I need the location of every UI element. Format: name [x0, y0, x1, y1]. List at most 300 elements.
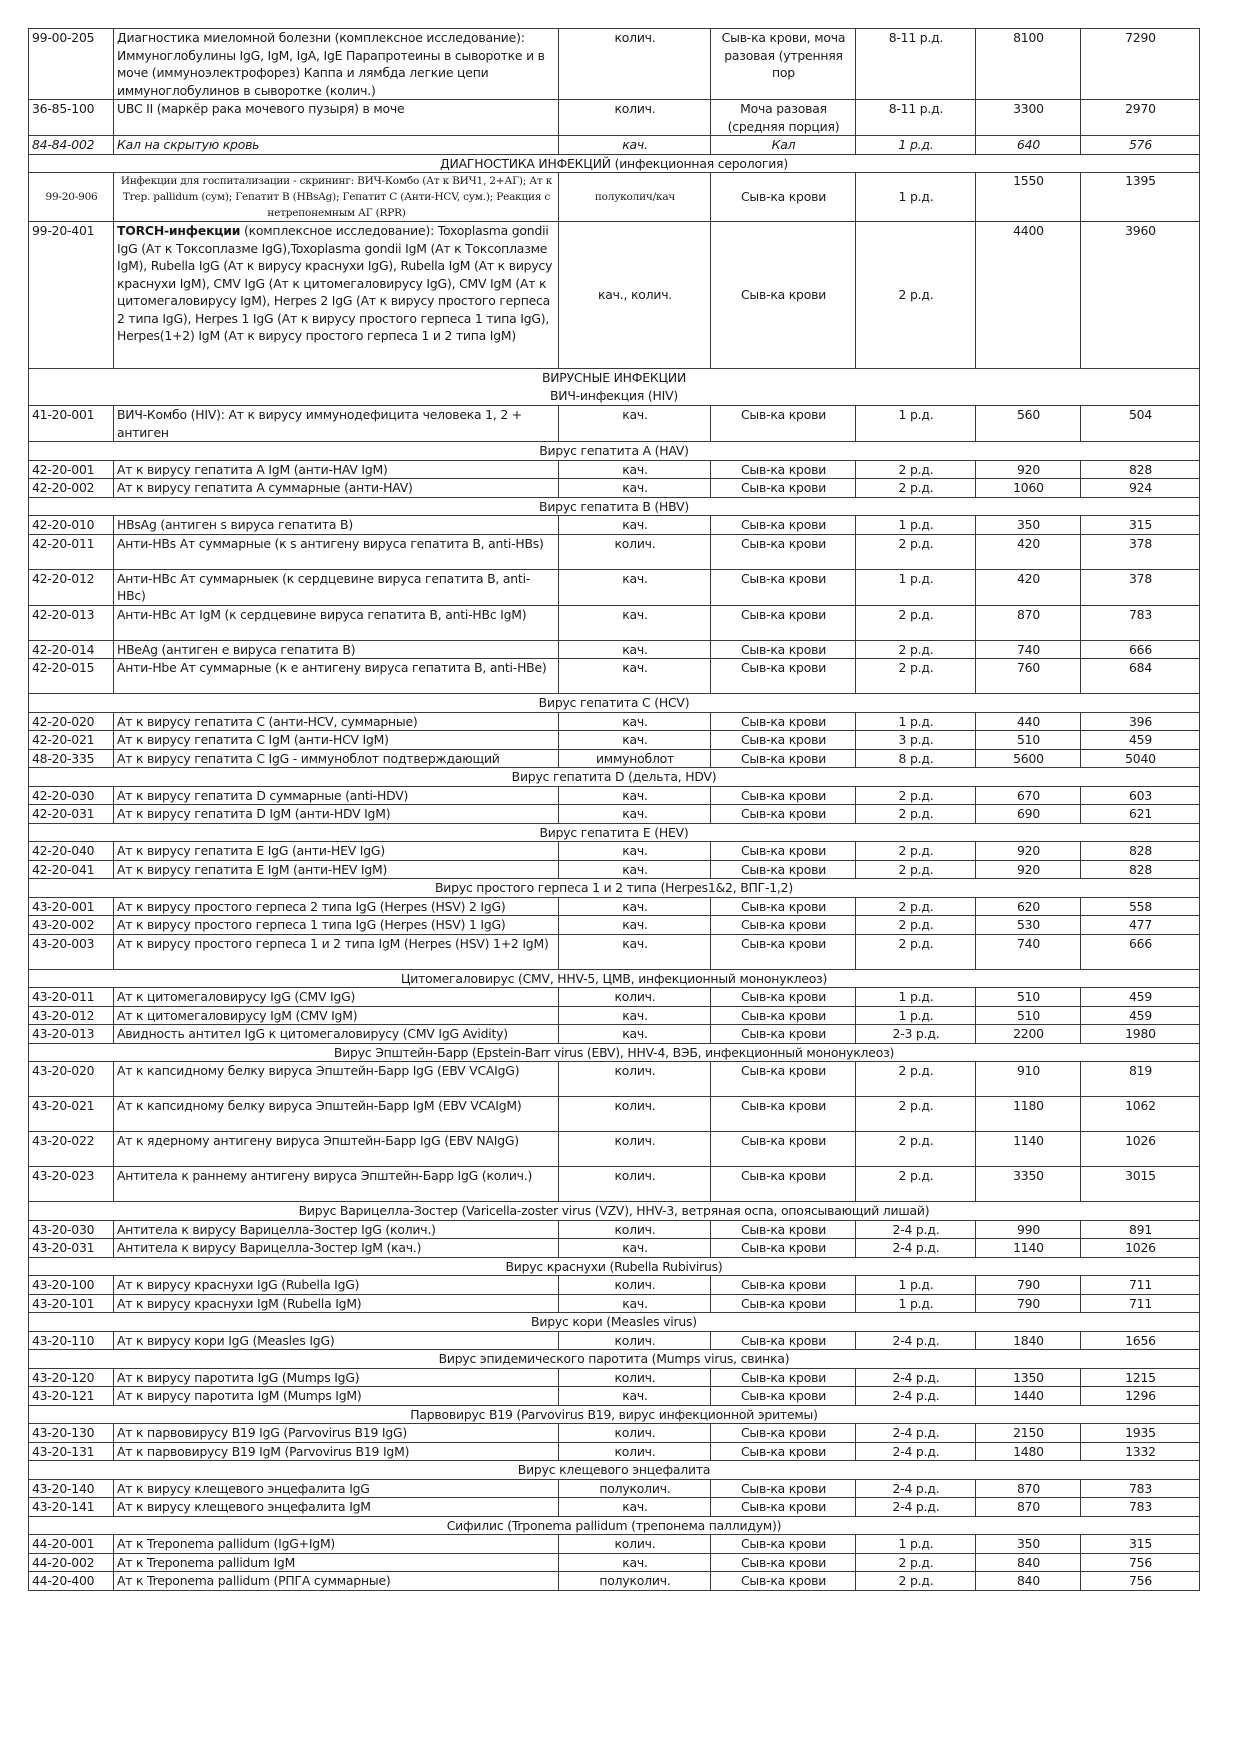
method-cell: кач.	[559, 786, 711, 805]
material-cell: Сыв-ка крови	[711, 659, 856, 694]
discount-price-cell: 1026	[1081, 1132, 1200, 1167]
price-cell: 740	[976, 640, 1081, 659]
method-cell: кач.	[559, 712, 711, 731]
price-cell: 560	[976, 406, 1081, 442]
term-cell: 2 р.д.	[856, 479, 976, 498]
table-row	[29, 1062, 1200, 1097]
term-cell: 2 р.д.	[856, 897, 976, 916]
test-code-cell: 42-20-011	[29, 534, 114, 569]
test-code-cell: 43-20-121	[29, 1387, 114, 1406]
method-cell: колич.	[559, 534, 711, 569]
discount-price-cell: 459	[1081, 988, 1200, 1007]
test-code-cell: 43-20-002	[29, 916, 114, 935]
test-name-text: (комплексное исследование): Toxoplasma gondii IgG (Ат к Токсоплазме IgG),Toxoplasma gondii IgM (Ат к Токсоплазме IgM), Rubella IgG (Ат к вирусу краснухи IgG), Rubella IgM (Ат к вирусу краснухи IgM), CMV IgG (Ат к цитомегаловирусу IgG), CMV IgM (Ат к цитомегаловирусу IgM), Herpes 2 IgG (Ат к вирусу простого герпеса 2 типа IgG), Herpes 1 IgG (Ат к вирусу простого герпеса 1 типа IgG), Herpes(1+2) IgM (Ат к вирусу простого герпеса 1 и 2 типа IgM)	[117, 223, 553, 343]
test-code-cell: 44-20-400	[29, 1572, 114, 1591]
section-header-cell	[29, 497, 1200, 516]
test-code-cell: 99-20-906	[29, 173, 114, 222]
table-row	[29, 1006, 1200, 1025]
test-code-cell: 43-20-012	[29, 1006, 114, 1025]
price-cell: 1480	[976, 1442, 1081, 1461]
table-row	[29, 1294, 1200, 1313]
price-cell: 5600	[976, 749, 1081, 768]
section-title: Вирус гепатита D (дельта, HDV)	[511, 769, 717, 784]
test-code-cell: 48-20-335	[29, 749, 114, 768]
discount-price-cell: 576	[1081, 136, 1200, 155]
method-cell: кач.	[559, 406, 711, 442]
table-row	[29, 1479, 1200, 1498]
test-name-cell: Ат к вирусу простого герпеса 1 и 2 типа IgM (Herpes (HSV) 1+2 IgM)	[114, 934, 559, 969]
section-title: Вирус гепатита В (HBV)	[539, 498, 689, 514]
price-cell: 870	[976, 1479, 1081, 1498]
discount-price-cell: 7290	[1081, 29, 1200, 100]
table-row	[29, 731, 1200, 750]
test-code-cell: 99-00-205	[29, 29, 114, 100]
term-cell: 2 р.д.	[856, 534, 976, 569]
price-cell: 640	[976, 136, 1081, 155]
section-header-row	[29, 969, 1200, 988]
term-cell: 2 р.д.	[856, 1572, 976, 1591]
method-cell: кач.	[559, 640, 711, 659]
section-title: Парвовирус В19 (Parvovirus B19, вирус инфекционной эритемы)	[410, 1406, 818, 1422]
test-code-cell: 41-20-001	[29, 406, 114, 442]
price-cell: 530	[976, 916, 1081, 935]
table-row	[29, 934, 1200, 969]
material-cell: Сыв-ка крови	[711, 1387, 856, 1406]
test-name-cell: Авидность антител IgG к цитомегаловирусу (CMV IgG Avidity)	[114, 1025, 559, 1044]
table-row	[29, 406, 1200, 442]
test-code-cell: 43-20-101	[29, 1294, 114, 1313]
discount-price-cell: 756	[1081, 1572, 1200, 1591]
section-header-cell	[29, 879, 1200, 898]
material-cell: Сыв-ка крови	[711, 479, 856, 498]
test-code-cell: 43-20-141	[29, 1498, 114, 1517]
section-header-cell	[29, 442, 1200, 461]
price-cell: 790	[976, 1276, 1081, 1295]
section-title: Вирус Варицелла-Зостер (Varicella-zoster virus (VZV), HHV-3, ветряная оспа, опоясывающий лишай)	[298, 1203, 930, 1218]
section-header-row	[29, 497, 1200, 516]
material-cell: Сыв-ка крови	[711, 222, 856, 369]
section-header-row	[29, 1257, 1200, 1276]
test-name-cell: Ат к вирусу гепатита А IgM (анти-HAV IgM)	[114, 460, 559, 479]
test-name-cell: Анти-HBs Ат суммарные (к s антигену вируса гепатита В, anti-HBs)	[114, 534, 559, 569]
test-code-cell: 36-85-100	[29, 100, 114, 136]
test-name-cell: Ат к цитомегаловирусу IgM (CMV IgM)	[114, 1006, 559, 1025]
discount-price-cell: 1296	[1081, 1387, 1200, 1406]
table-row	[29, 1331, 1200, 1350]
test-code-cell: 42-20-031	[29, 805, 114, 824]
test-name-cell: Ат к вирусу простого герпеса 2 типа IgG (Herpes (HSV) 2 IgG)	[114, 897, 559, 916]
method-cell: колич.	[559, 1331, 711, 1350]
test-name-cell: HBeAg (антиген е вируса гепатита В)	[114, 640, 559, 659]
test-name-cell: Антитела к вирусу Варицелла-Зостер IgM (кач.)	[114, 1239, 559, 1258]
discount-price-cell: 924	[1081, 479, 1200, 498]
table-row	[29, 1442, 1200, 1461]
discount-price-cell: 378	[1081, 569, 1200, 605]
price-cell: 8100	[976, 29, 1081, 100]
price-cell: 4400	[976, 222, 1081, 369]
material-cell: Сыв-ка крови	[711, 406, 856, 442]
discount-price-cell: 477	[1081, 916, 1200, 935]
material-cell: Сыв-ка крови	[711, 805, 856, 824]
section-header-cell	[29, 1257, 1200, 1276]
table-row	[29, 916, 1200, 935]
term-cell: 2-4 р.д.	[856, 1498, 976, 1517]
test-code-cell: 42-20-012	[29, 569, 114, 605]
method-cell: кач.	[559, 1294, 711, 1313]
table-row	[29, 1535, 1200, 1554]
material-cell: Сыв-ка крови	[711, 1062, 856, 1097]
table-row	[29, 1220, 1200, 1239]
table-row	[29, 1498, 1200, 1517]
section-header-row	[29, 1202, 1200, 1221]
material-cell: Сыв-ка крови	[711, 1276, 856, 1295]
section-header-cell	[29, 1350, 1200, 1369]
method-cell: колич.	[559, 1535, 711, 1554]
test-name-cell: Анти-HBc Ат суммарныек (к сердцевине вируса гепатита В, anti-HBc)	[114, 569, 559, 605]
price-cell: 350	[976, 1535, 1081, 1554]
test-name-cell: Ат к цитомегаловирусу IgG (CMV IgG)	[114, 988, 559, 1007]
method-cell: колич.	[559, 1424, 711, 1443]
material-cell: Сыв-ка крови	[711, 1442, 856, 1461]
method-cell: иммуноблот	[559, 749, 711, 768]
section-header-cell	[29, 768, 1200, 787]
test-code-cell: 44-20-001	[29, 1535, 114, 1554]
section-header-row	[29, 1516, 1200, 1535]
price-cell: 840	[976, 1553, 1081, 1572]
section-title: Вирус Эпштейн-Барр (Epstein-Barr virus (EBV), HHV-4, ВЭБ, инфекционный мононуклеоз)	[333, 1044, 895, 1060]
table-row	[29, 29, 1200, 100]
price-cell: 790	[976, 1294, 1081, 1313]
material-cell: Сыв-ка крови	[711, 640, 856, 659]
method-cell: кач.	[559, 479, 711, 498]
test-name-cell: Ат к Treponema pallidum (РПГА суммарные)	[114, 1572, 559, 1591]
term-cell: 2 р.д.	[856, 460, 976, 479]
test-name-cell: Ат к Treponema pallidum IgM	[114, 1553, 559, 1572]
price-cell: 510	[976, 731, 1081, 750]
price-cell: 2200	[976, 1025, 1081, 1044]
table-row	[29, 712, 1200, 731]
discount-price-cell: 783	[1081, 605, 1200, 640]
section-header-cell	[29, 823, 1200, 842]
test-name-cell: Ат к вирусу краснухи IgG (Rubella IgG)	[114, 1276, 559, 1295]
test-code-cell: 42-20-001	[29, 460, 114, 479]
method-cell: кач.	[559, 605, 711, 640]
section-title: Вирус простого герпеса 1 и 2 типа (Herpes1&2, ВПГ-1,2)	[435, 880, 793, 895]
test-code-cell: 43-20-003	[29, 934, 114, 969]
price-cell: 1180	[976, 1097, 1081, 1132]
section-header-cell	[29, 1202, 1200, 1221]
method-cell: кач.	[559, 842, 711, 861]
price-cell: 3350	[976, 1167, 1081, 1202]
section-header-cell	[29, 154, 1200, 173]
test-code-cell: 43-20-131	[29, 1442, 114, 1461]
test-code-cell: 43-20-023	[29, 1167, 114, 1202]
section-header-row	[29, 694, 1200, 713]
price-cell: 620	[976, 897, 1081, 916]
test-name-cell	[114, 222, 559, 369]
term-cell: 1 р.д.	[856, 1006, 976, 1025]
method-cell: колич.	[559, 1097, 711, 1132]
price-cell: 1140	[976, 1239, 1081, 1258]
material-cell: Сыв-ка крови	[711, 516, 856, 535]
test-code-cell: 43-20-011	[29, 988, 114, 1007]
discount-price-cell: 603	[1081, 786, 1200, 805]
method-cell: кач.	[559, 805, 711, 824]
discount-price-cell: 828	[1081, 842, 1200, 861]
material-cell: Сыв-ка крови	[711, 860, 856, 879]
test-code-cell: 43-20-120	[29, 1368, 114, 1387]
test-code-cell: 43-20-022	[29, 1132, 114, 1167]
term-cell: 1 р.д.	[856, 516, 976, 535]
test-name-cell: Ат к вирусу кори IgG (Measles IgG)	[114, 1331, 559, 1350]
test-name-cell: Ат к вирусу гепатита Е IgM (анти-HEV IgM)	[114, 860, 559, 879]
method-cell: кач.	[559, 860, 711, 879]
term-cell: 1 р.д.	[856, 1276, 976, 1295]
price-cell: 1060	[976, 479, 1081, 498]
price-cell: 3300	[976, 100, 1081, 136]
test-code-cell: 43-20-001	[29, 897, 114, 916]
material-cell: Сыв-ка крови	[711, 988, 856, 1007]
method-cell: колич.	[559, 1220, 711, 1239]
method-cell: колич.	[559, 1442, 711, 1461]
section-header-row	[29, 1350, 1200, 1369]
section-title: ДИАГНОСТИКА ИНФЕКЦИЙ (инфекционная серология)	[440, 155, 788, 171]
price-cell: 990	[976, 1220, 1081, 1239]
term-cell: 2-4 р.д.	[856, 1442, 976, 1461]
material-cell: Сыв-ка крови	[711, 897, 856, 916]
discount-price-cell: 1656	[1081, 1331, 1200, 1350]
test-code-cell: 42-20-014	[29, 640, 114, 659]
test-code-cell: 43-20-031	[29, 1239, 114, 1258]
table-row	[29, 1276, 1200, 1295]
term-cell: 2-4 р.д.	[856, 1479, 976, 1498]
term-cell: 2 р.д.	[856, 805, 976, 824]
section-header-row	[29, 1043, 1200, 1062]
discount-price-cell: 756	[1081, 1553, 1200, 1572]
section-header-row	[29, 369, 1200, 406]
discount-price-cell: 711	[1081, 1294, 1200, 1313]
section-header-cell	[29, 969, 1200, 988]
material-cell: Сыв-ка крови	[711, 1498, 856, 1517]
price-cell: 1140	[976, 1132, 1081, 1167]
price-cell: 690	[976, 805, 1081, 824]
method-cell: кач.	[559, 897, 711, 916]
price-list-table	[28, 28, 1200, 1591]
price-cell: 440	[976, 712, 1081, 731]
term-cell: 1 р.д.	[856, 988, 976, 1007]
material-cell: Сыв-ка крови	[711, 1132, 856, 1167]
section-header-cell	[29, 1043, 1200, 1062]
term-cell: 2 р.д.	[856, 1167, 976, 1202]
term-cell: 1 р.д.	[856, 712, 976, 731]
test-name-cell: Ат к вирусу краснухи IgM (Rubella IgM)	[114, 1294, 559, 1313]
test-name-cell: Ат к вирусу гепатита Е IgG (анти-HEV IgG)	[114, 842, 559, 861]
test-code-cell: 43-20-030	[29, 1220, 114, 1239]
price-cell: 920	[976, 842, 1081, 861]
method-cell: кач., колич.	[559, 222, 711, 369]
table-row	[29, 786, 1200, 805]
method-cell: полуколич.	[559, 1479, 711, 1498]
method-cell: кач.	[559, 916, 711, 935]
method-cell: колич.	[559, 1167, 711, 1202]
discount-price-cell: 459	[1081, 731, 1200, 750]
test-name-cell: Ат к парвовирусу В19 IgG (Parvovirus B19 IgG)	[114, 1424, 559, 1443]
material-cell: Сыв-ка крови	[711, 1572, 856, 1591]
term-cell: 1 р.д.	[856, 136, 976, 155]
section-title: Вирус краснухи (Rubella Rubivirus)	[505, 1258, 723, 1274]
test-name-cell: Анти-Hbe Ат суммарные (к е антигену вируса гепатита В, anti-HBe)	[114, 659, 559, 694]
test-name-cell: Ат к вирусу гепатита D IgM (анти-HDV IgM)	[114, 805, 559, 824]
discount-price-cell: 783	[1081, 1479, 1200, 1498]
price-cell: 870	[976, 605, 1081, 640]
test-code-cell: 42-20-040	[29, 842, 114, 861]
test-name-cell: UBC II (маркёр рака мочевого пузыря) в моче	[114, 100, 559, 136]
section-title: Сифилис (Trponema pallidum (трепонема паллидум))	[446, 1517, 782, 1533]
price-cell: 350	[976, 516, 1081, 535]
section-title: Вирус гепатита Е (HEV)	[539, 824, 689, 840]
discount-price-cell: 5040	[1081, 749, 1200, 768]
discount-price-cell: 315	[1081, 1535, 1200, 1554]
term-cell: 8-11 р.д.	[856, 100, 976, 136]
material-cell: Сыв-ка крови	[711, 712, 856, 731]
material-cell: Сыв-ка крови	[711, 1220, 856, 1239]
term-cell: 8 р.д.	[856, 749, 976, 768]
term-cell: 2 р.д.	[856, 934, 976, 969]
test-name-bold: TORCH-инфекции	[117, 223, 241, 238]
material-cell: Сыв-ка крови	[711, 534, 856, 569]
discount-price-cell: 396	[1081, 712, 1200, 731]
term-cell: 8-11 р.д.	[856, 29, 976, 100]
test-code-cell: 43-20-100	[29, 1276, 114, 1295]
table-row	[29, 136, 1200, 155]
discount-price-cell: 1062	[1081, 1097, 1200, 1132]
test-code-cell: 44-20-002	[29, 1553, 114, 1572]
discount-price-cell: 558	[1081, 897, 1200, 916]
price-cell: 840	[976, 1572, 1081, 1591]
section-header-cell	[29, 1405, 1200, 1424]
section-title: Вирус гепатита А (HAV)	[539, 443, 689, 458]
discount-price-cell: 459	[1081, 1006, 1200, 1025]
discount-price-cell: 3015	[1081, 1167, 1200, 1202]
discount-price-cell: 504	[1081, 406, 1200, 442]
term-cell: 2 р.д.	[856, 1132, 976, 1167]
price-cell: 670	[976, 786, 1081, 805]
material-cell: Моча разовая (средняя порция)	[711, 100, 856, 136]
material-cell: Сыв-ка крови	[711, 1479, 856, 1498]
material-cell: Сыв-ка крови	[711, 1535, 856, 1554]
test-name-cell: Ат к вирусу гепатита С IgG - иммуноблот подтверждающий	[114, 749, 559, 768]
term-cell: 2 р.д.	[856, 842, 976, 861]
discount-price-cell: 2970	[1081, 100, 1200, 136]
material-cell: Сыв-ка крови	[711, 1006, 856, 1025]
term-cell: 2-4 р.д.	[856, 1368, 976, 1387]
test-name-cell: Ат к капсидному белку вируса Эпштейн-Барр IgM (EBV VCAIgM)	[114, 1097, 559, 1132]
table-row	[29, 659, 1200, 694]
test-name-cell: Ат к вирусу паротита IgM (Mumps IgM)	[114, 1387, 559, 1406]
method-cell: кач.	[559, 136, 711, 155]
discount-price-cell: 666	[1081, 640, 1200, 659]
method-cell: колич.	[559, 988, 711, 1007]
material-cell: Сыв-ка крови	[711, 1025, 856, 1044]
table-row	[29, 640, 1200, 659]
test-code-cell: 42-20-013	[29, 605, 114, 640]
material-cell: Сыв-ка крови	[711, 934, 856, 969]
material-cell: Сыв-ка крови	[711, 1239, 856, 1258]
test-name-cell: Ат к вирусу гепатита А суммарные (анти-HAV)	[114, 479, 559, 498]
section-header-cell	[29, 1313, 1200, 1332]
term-cell: 2 р.д.	[856, 605, 976, 640]
method-cell: кач.	[559, 1239, 711, 1258]
method-cell: кач.	[559, 1006, 711, 1025]
table-row	[29, 805, 1200, 824]
table-row	[29, 749, 1200, 768]
method-cell: колич.	[559, 1132, 711, 1167]
term-cell: 2-4 р.д.	[856, 1239, 976, 1258]
material-cell: Сыв-ка крови	[711, 1553, 856, 1572]
test-name-cell: Ат к парвовирусу В19 IgM (Parvovirus B19 IgM)	[114, 1442, 559, 1461]
section-header-row	[29, 1313, 1200, 1332]
table-row	[29, 1025, 1200, 1044]
material-cell: Сыв-ка крови	[711, 731, 856, 750]
method-cell: кач.	[559, 569, 711, 605]
material-cell: Сыв-ка крови	[711, 1368, 856, 1387]
term-cell: 2 р.д.	[856, 659, 976, 694]
test-code-cell: 42-20-015	[29, 659, 114, 694]
term-cell: 2-3 р.д.	[856, 1025, 976, 1044]
discount-price-cell: 684	[1081, 659, 1200, 694]
method-cell: полуколич/кач	[559, 173, 711, 222]
term-cell: 2 р.д.	[856, 1097, 976, 1132]
method-cell: кач.	[559, 934, 711, 969]
method-cell: колич.	[559, 1062, 711, 1097]
table-row	[29, 1368, 1200, 1387]
price-cell: 870	[976, 1498, 1081, 1517]
discount-price-cell: 378	[1081, 534, 1200, 569]
discount-price-cell: 1980	[1081, 1025, 1200, 1044]
test-name-cell: Кал на скрытую кровь	[114, 136, 559, 155]
term-cell: 1 р.д.	[856, 406, 976, 442]
test-code-cell: 43-20-021	[29, 1097, 114, 1132]
test-code-cell: 43-20-130	[29, 1424, 114, 1443]
material-cell: Кал	[711, 136, 856, 155]
discount-price-cell: 3960	[1081, 222, 1200, 369]
method-cell: колич.	[559, 29, 711, 100]
test-name-cell: Инфекции для госпитализации - скрининг: ВИЧ-Комбо (Ат к ВИЧ1, 2+АГ); Ат к Trep. pallidum (сум); Гепатит В (HBsAg); Гепатит С (Анти-HCV, сум.); Реакция с нетрепонемным АГ (RPR)	[114, 173, 559, 222]
section-title: Вирус эпидемического паротита (Mumps virus, свинка)	[438, 1351, 790, 1366]
price-list-body	[29, 29, 1200, 1591]
price-cell: 740	[976, 934, 1081, 969]
test-name-cell: ВИЧ-Комбо (HIV): Ат к вирусу иммунодефицита человека 1, 2 + антиген	[114, 406, 559, 442]
term-cell: 2-4 р.д.	[856, 1331, 976, 1350]
method-cell: кач.	[559, 1025, 711, 1044]
test-code-cell: 42-20-010	[29, 516, 114, 535]
term-cell: 2 р.д.	[856, 786, 976, 805]
test-name-cell: Ат к капсидному белку вируса Эпштейн-Барр IgG (EBV VCAIgG)	[114, 1062, 559, 1097]
method-cell: кач.	[559, 1387, 711, 1406]
discount-price-cell: 1395	[1081, 173, 1200, 222]
test-name-cell: Антитела к раннему антигену вируса Эпштейн-Барр IgG (колич.)	[114, 1167, 559, 1202]
section-header-cell	[29, 1461, 1200, 1480]
table-row	[29, 1132, 1200, 1167]
table-row	[29, 1097, 1200, 1132]
test-name-cell: Ат к вирусу гепатита С IgM (анти-HCV IgM)	[114, 731, 559, 750]
table-row	[29, 569, 1200, 605]
table-row	[29, 1239, 1200, 1258]
test-code-cell: 43-20-140	[29, 1479, 114, 1498]
test-name-cell: Ат к вирусу простого герпеса 1 типа IgG (Herpes (HSV) 1 IgG)	[114, 916, 559, 935]
term-cell: 2 р.д.	[856, 640, 976, 659]
discount-price-cell: 828	[1081, 460, 1200, 479]
